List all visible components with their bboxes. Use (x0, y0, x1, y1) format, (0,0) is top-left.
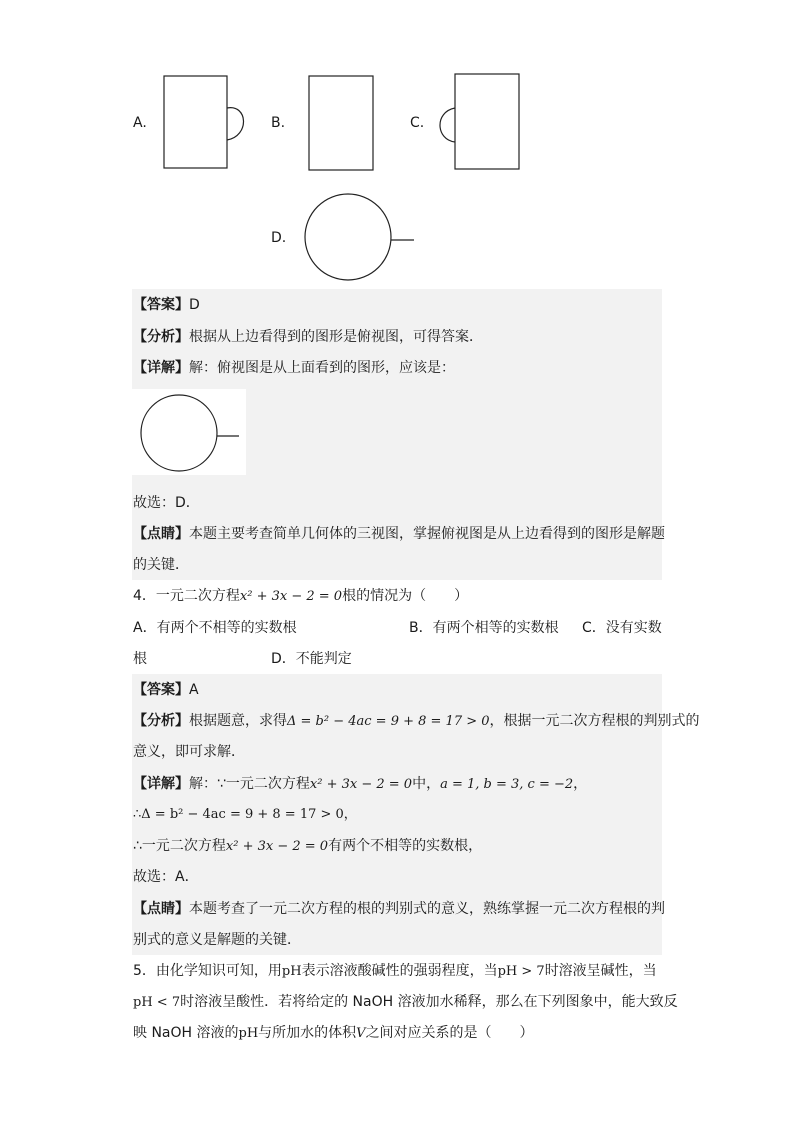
analysis-text: 根据从上边看得到的图形是俯视图，可得答案． (189, 329, 483, 345)
q5-l3-post: 之间对应关系的是（ ） (365, 1025, 534, 1041)
q4-equation: x² + 3x − 2 = 0 (239, 589, 343, 604)
detail-tag: 【详解】 (133, 360, 189, 376)
detail-tag: 【详解】 (133, 776, 189, 792)
q5-volume-v: V (356, 1026, 366, 1041)
q5-stem-line-2 (133, 992, 678, 1013)
q4-number: 4．一元二次方程 (133, 588, 240, 604)
comment-text: 本题主要考查简单几何体的三视图，掌握俯视图是从上边看得到的图形是解题 (189, 526, 665, 542)
q3-analysis-line (133, 327, 483, 347)
q4-step-conclusion (133, 836, 482, 857)
q4-answer-line (133, 680, 199, 700)
detail-text: 解：俯视图是从上面看到的图形，应该是： (189, 360, 455, 376)
answer-value: A (189, 682, 199, 698)
detail-pre: 解：∵一元二次方程 (189, 776, 310, 792)
q5-l2-text: 时溶液呈酸性．若将给定的 NaOH 溶液加水稀释，那么在下列图象中，能大致反 (180, 994, 678, 1010)
answer-tag: 【答案】 (133, 297, 189, 313)
detail-coefficients: a = 1, b = 3, c = −2 (440, 777, 574, 792)
q3-choose-line: 故选：D． (133, 495, 200, 511)
q5-ph-lt-7: pH < 7 (133, 995, 181, 1010)
q5-stem-line-1 (133, 961, 657, 982)
answer-tag: 【答案】 (133, 682, 189, 698)
step3-post: 有两个不相等的实数根， (328, 838, 483, 854)
option-b-letter: B. (271, 115, 286, 131)
answer-value: D (189, 297, 200, 313)
q3-detail-line (133, 358, 455, 378)
q4-comment-line (133, 899, 665, 919)
q4-option-a: A．有两个不相等的实数根 (133, 620, 297, 636)
option-d-figure (302, 192, 418, 284)
answer-figure (132, 389, 246, 475)
option-c-figure (436, 72, 526, 172)
q5-stem-line-3 (133, 1023, 534, 1044)
option-b-figure (305, 74, 377, 172)
q4-option-d: D．不能判定 (271, 651, 352, 667)
q5-l1-mid: 表示溶液酸碱性的强弱程度，当 (301, 963, 498, 979)
analysis-tag: 【分析】 (133, 329, 189, 345)
comment-tag: 【点睛】 (133, 901, 189, 917)
discriminant-expression: Δ = b² − 4ac = 9 + 8 = 17 > 0 (287, 714, 490, 729)
comment-text: 本题考查了一元二次方程的根的判别式的意义，熟练掌握一元二次方程根的判 (189, 901, 665, 917)
option-a-figure (160, 74, 250, 170)
q5-ph-gt-7: pH > 7 (497, 964, 545, 979)
option-a-letter: A. (133, 115, 147, 131)
q5-l1-pre: 5．由化学知识可知，用 (133, 963, 282, 979)
step3-pre: ∴一元二次方程 (133, 838, 226, 854)
q4-stem (133, 586, 468, 607)
q4-comment-line-2: 别式的意义是解题的关键． (133, 932, 301, 948)
q5-l1-post: 时溶液呈碱性，当 (544, 963, 657, 979)
analysis-post: ，根据一元二次方程根的判别式的 (489, 713, 700, 729)
q4-detail-line (133, 774, 587, 795)
q4-choose-line: 故选：A． (133, 869, 199, 885)
step3-equation: x² + 3x − 2 = 0 (225, 839, 329, 854)
option-d-letter: D. (271, 230, 287, 246)
q5-l3-pre: 映 NaOH 溶液的 (133, 1025, 239, 1041)
q4-stem-tail: 根的情况为（ ） (342, 588, 469, 604)
detail-end: ， (573, 776, 588, 792)
comment-tag: 【点睛】 (133, 526, 189, 542)
option-c-letter: C. (410, 115, 425, 131)
q3-answer-line (133, 295, 200, 315)
q3-comment-line-2: 的关键． (133, 557, 189, 573)
q3-answer-figure-box (132, 389, 246, 475)
q4-analysis-line-2: 意义，即可求解． (133, 744, 245, 760)
q4-option-b: B．有两个相等的实数根 (409, 620, 559, 636)
analysis-tag: 【分析】 (133, 713, 189, 729)
q4-analysis-line (133, 711, 700, 732)
q5-ph: pH (281, 964, 302, 979)
q4-option-c-cont: 根 (133, 651, 147, 667)
detail-mid: 中， (412, 776, 441, 792)
detail-equation: x² + 3x − 2 = 0 (309, 777, 413, 792)
q4-option-c: C．没有实数 (582, 620, 662, 636)
analysis-pre: 根据题意，求得 (189, 713, 287, 729)
q5-ph-2: pH (238, 1026, 259, 1041)
q5-l3-mid: 与所加水的体积 (258, 1025, 357, 1041)
q3-comment-line (133, 524, 665, 544)
q4-step-discriminant: ∴Δ = b² − 4ac = 9 + 8 = 17 > 0， (133, 807, 357, 822)
